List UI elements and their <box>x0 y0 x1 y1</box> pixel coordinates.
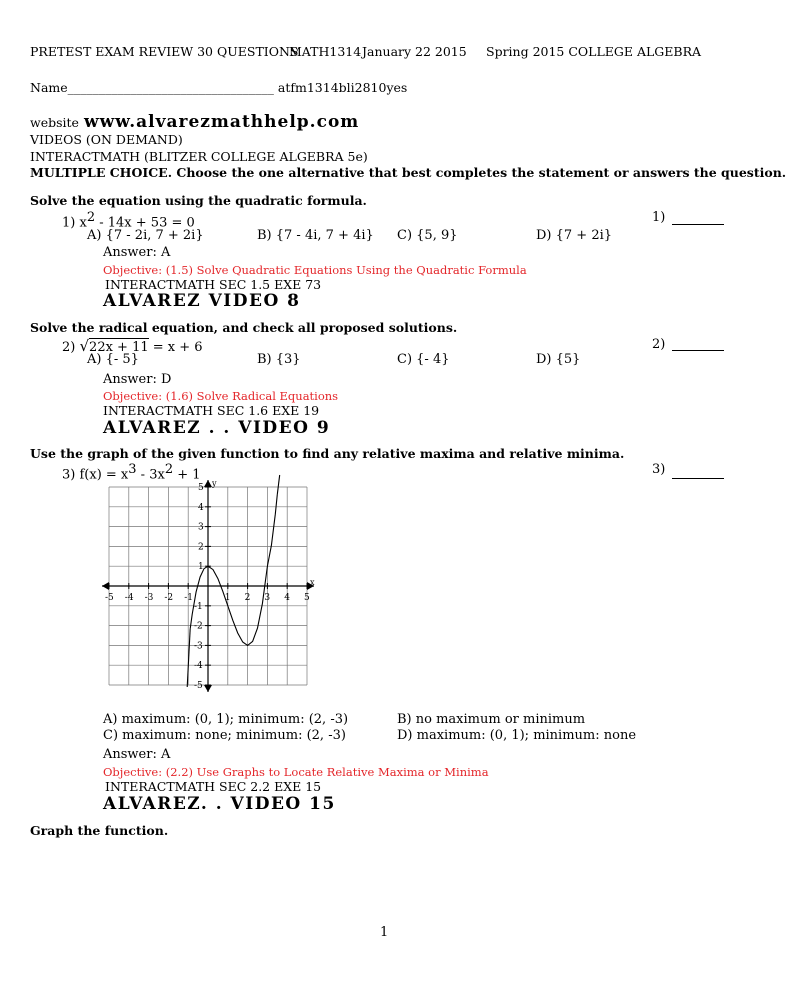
x-tick-label: -4 <box>124 593 134 603</box>
y-tick-label: 2 <box>198 542 204 553</box>
q3-answer-number: 3) <box>652 462 666 477</box>
x-tick-label: 2 <box>244 593 251 603</box>
website-label: website <box>30 115 79 130</box>
q3-number: 3) <box>62 467 76 483</box>
q1-objective: Objective: (1.5) Solve Quadratic Equations Using the Quadratic Formula <box>103 263 527 277</box>
function-curve <box>190 494 277 645</box>
q2-answer-blank[interactable] <box>672 350 724 351</box>
y-tick-label: -1 <box>194 601 203 612</box>
q2-number: 2) <box>62 340 76 355</box>
q1-answer-number: 1) <box>652 210 666 225</box>
x-tick-label: -3 <box>144 593 154 603</box>
q3-objective: Objective: (2.2) Use Graphs to Locate Relative Maxima or Minima <box>103 765 489 779</box>
x-tick-label: 4 <box>284 593 290 603</box>
x-tick-label: 3 <box>264 593 271 603</box>
mc-instruction: MULTIPLE CHOICE. Choose the one alternative that best completes the statement or answers the question. <box>30 165 786 180</box>
q2-radicand: 22x + 11 <box>89 340 149 355</box>
q3-choice-a[interactable]: A) maximum: (0, 1); minimum: (2, -3) <box>103 712 349 727</box>
doc-code: atfm1314bli2810yes <box>277 80 408 95</box>
q3-eq-sup1: 3 <box>128 462 137 477</box>
y-tick-label: -4 <box>194 661 203 672</box>
q1-answer: Answer: A <box>103 245 171 260</box>
q3-eq-post: + 1 <box>173 467 201 483</box>
y-tick-label: -3 <box>194 641 203 652</box>
name-blank: _________________________________ <box>67 80 274 95</box>
q2-answer: Answer: D <box>103 372 172 387</box>
interactmath-line: INTERACTMATH (BLITZER COLLEGE ALGEBRA 5e) <box>30 149 368 164</box>
y-axis-arrow-down <box>204 685 212 692</box>
sqrt-symbol: √ <box>79 337 90 355</box>
q2-reference: INTERACTMATH SEC 1.6 EXE 19 <box>103 403 320 418</box>
x-tick-label: 1 <box>224 593 231 603</box>
q2-directive: Solve the radical equation, and check all proposed solutions. <box>30 320 458 335</box>
q1-answer-blank[interactable] <box>672 224 724 225</box>
curve-tail-right <box>277 475 279 494</box>
q2-choice-d[interactable]: D) {5} <box>536 352 581 367</box>
q3-eq-pre: f(x) = x <box>79 467 129 483</box>
q1-choice-c[interactable]: C) {5, 9} <box>397 228 458 243</box>
q3-directive: Use the graph of the given function to find any relative maxima and relative minima. <box>30 446 625 461</box>
page-number: 1 <box>380 925 389 940</box>
q1-video: ALVAREZ VIDEO 8 <box>103 291 301 311</box>
x-tick-label: -2 <box>164 593 174 603</box>
q1-eq-post: - 14x + 53 = 0 <box>95 215 195 231</box>
q1-choice-d[interactable]: D) {7 + 2i} <box>536 228 613 243</box>
exam-date: January 22 2015 <box>362 44 467 59</box>
function-graph <box>90 479 326 691</box>
x-tick-label: -1 <box>184 593 193 603</box>
course-code: MATH1314 <box>289 44 362 59</box>
q2-answer-number: 2) <box>652 337 666 352</box>
q3-video: ALVAREZ. . VIDEO 15 <box>103 794 336 814</box>
q2-choice-c[interactable]: C) {- 4} <box>397 352 450 367</box>
y-axis-arrow-up <box>204 480 212 487</box>
term-label: Spring 2015 COLLEGE ALGEBRA <box>486 44 702 59</box>
website-line <box>30 112 359 132</box>
curve-tail-left <box>187 629 190 687</box>
q3-choice-c[interactable]: C) maximum: none; minimum: (2, -3) <box>103 728 346 743</box>
q1-number: 1) <box>62 215 76 231</box>
y-tick-label: 1 <box>198 562 204 573</box>
x-axis-arrow-left <box>102 582 109 590</box>
q1-eq-pre: x <box>79 215 87 231</box>
q3-problem <box>62 462 201 482</box>
q1-directive: Solve the equation using the quadratic formula. <box>30 193 367 208</box>
y-tick-label: -2 <box>194 621 203 632</box>
y-axis-label: y <box>212 479 217 488</box>
name-label: Name <box>30 80 68 95</box>
x-axis-label: x <box>310 578 315 587</box>
q3-choice-b[interactable]: B) no maximum or minimum <box>397 712 586 727</box>
q2-objective: Objective: (1.6) Solve Radical Equations <box>103 389 339 403</box>
videos-line: VIDEOS (ON DEMAND) <box>30 132 183 147</box>
exam-title: PRETEST EXAM REVIEW 30 QUESTIONS <box>30 44 299 59</box>
q3-eq-mid: - 3x <box>136 467 165 483</box>
q1-reference: INTERACTMATH SEC 1.5 EXE 73 <box>105 277 322 292</box>
x-tick-label: 5 <box>304 593 310 603</box>
q3-reference: INTERACTMATH SEC 2.2 EXE 15 <box>105 779 322 794</box>
x-tick-label: -5 <box>105 593 114 603</box>
y-tick-label: 5 <box>198 483 204 493</box>
y-tick-label: 4 <box>198 502 204 513</box>
q2-eq-rest: = x + 6 <box>148 340 203 355</box>
q2-choice-a[interactable]: A) {- 5} <box>87 352 139 367</box>
q2-choice-b[interactable]: B) {3} <box>257 352 301 367</box>
name-line <box>30 80 407 95</box>
q4-directive: Graph the function. <box>30 823 169 838</box>
q2-video: ALVAREZ . . VIDEO 9 <box>103 418 331 438</box>
q3-answer-blank[interactable] <box>672 478 724 479</box>
q1-eq-sup: 2 <box>86 210 96 225</box>
y-tick-label: 3 <box>198 522 204 533</box>
q3-choice-d[interactable]: D) maximum: (0, 1); minimum: none <box>397 728 637 743</box>
q1-choice-a[interactable]: A) {7 - 2i, 7 + 2i} <box>87 228 204 243</box>
q3-eq-sup2: 2 <box>164 462 174 477</box>
website-link[interactable]: www.alvarezmathhelp.com <box>84 112 360 132</box>
y-tick-label: -5 <box>194 681 203 691</box>
q1-choice-b[interactable]: B) {7 - 4i, 7 + 4i} <box>257 228 374 243</box>
q3-answer: Answer: A <box>103 747 171 762</box>
